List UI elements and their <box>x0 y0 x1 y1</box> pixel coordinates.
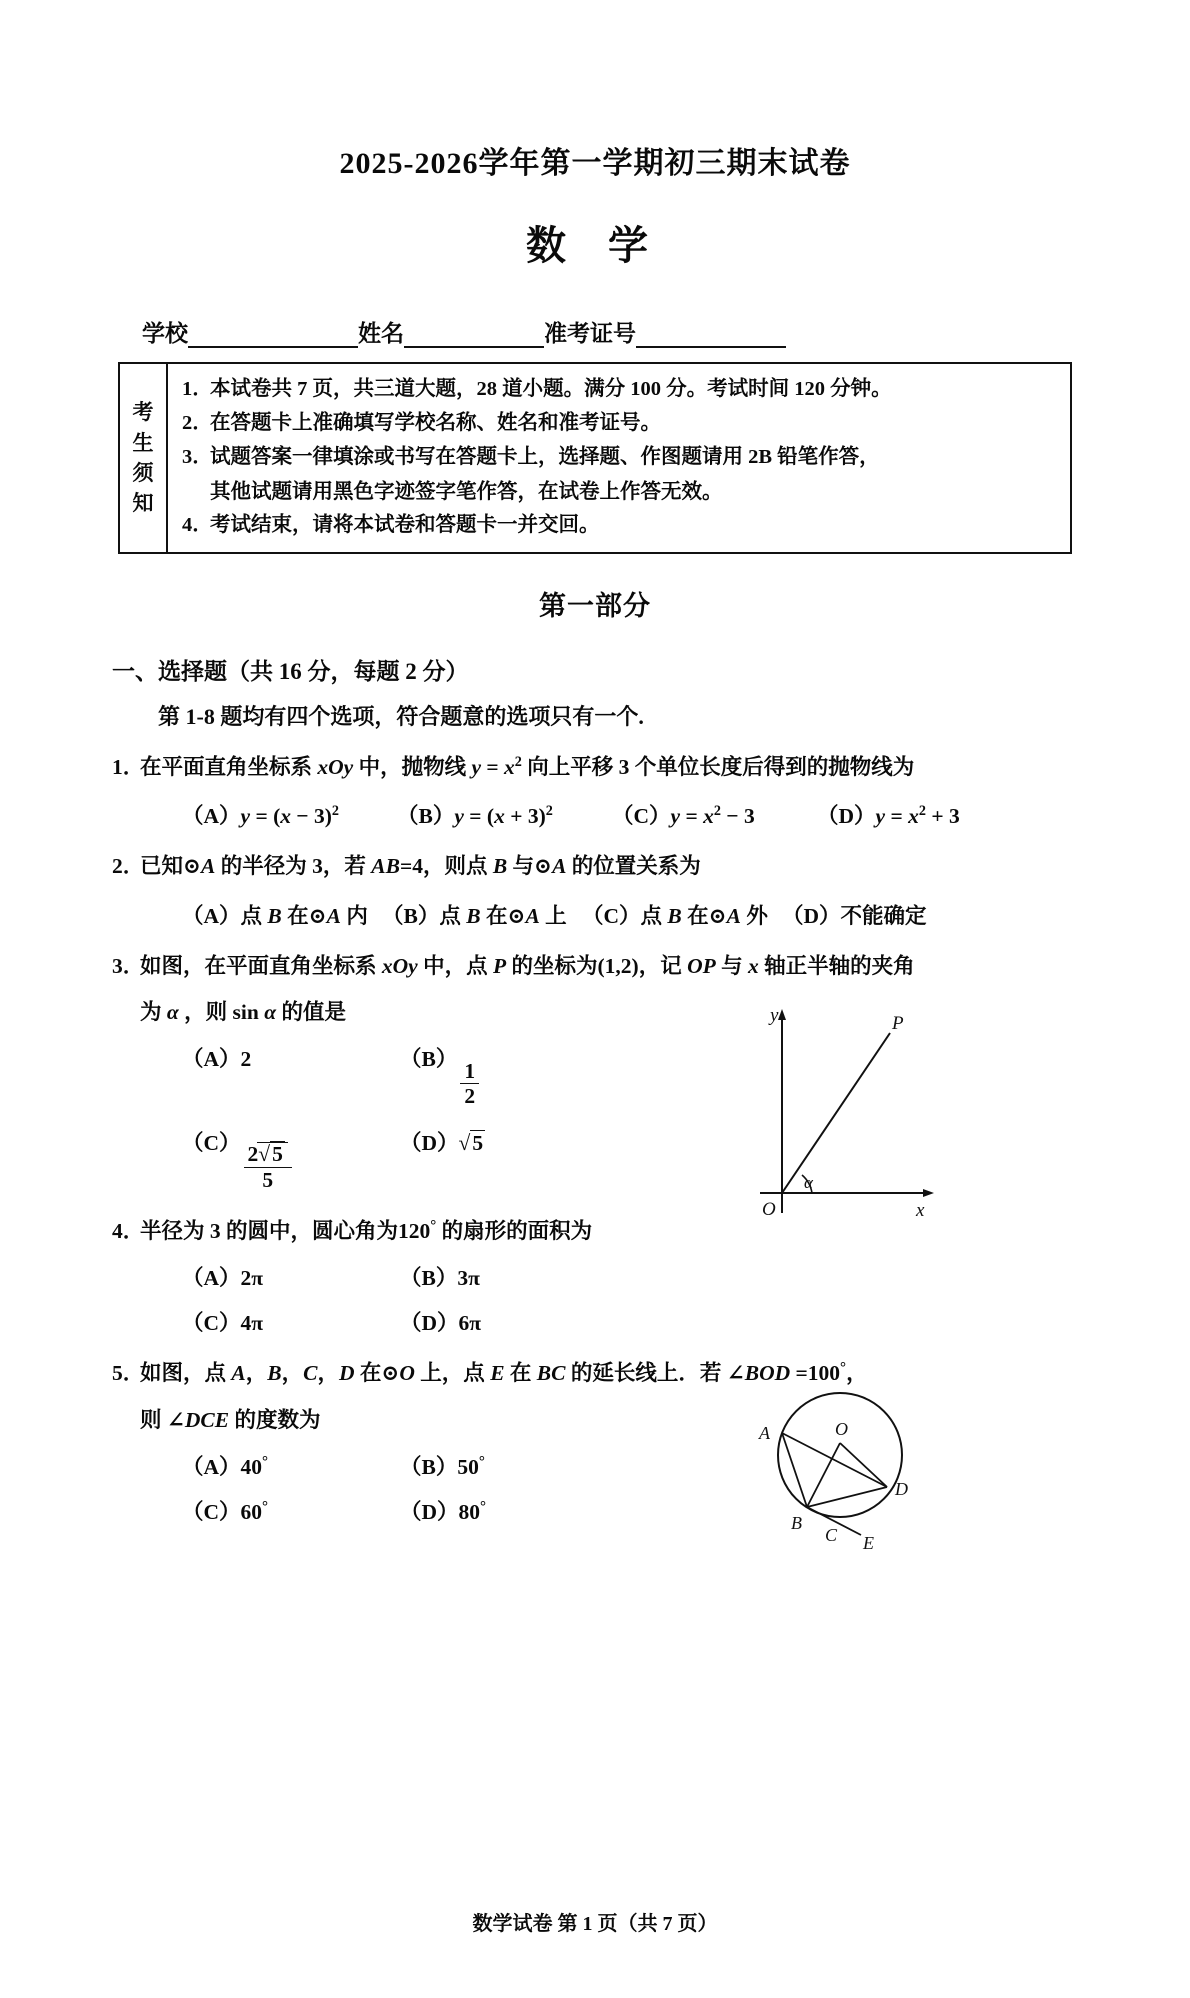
question-4-option-c[interactable]: （C）4π <box>182 1311 264 1336</box>
svg-text:D: D <box>895 1479 908 1499</box>
section-subheading: 第 1-8 题均有四个选项，符合题意的选项只有一个. <box>158 704 644 730</box>
question-4-option-a[interactable]: （A）2π <box>182 1266 264 1291</box>
exam-title: 2025-2026学年第一学期初三期末试卷 <box>339 147 851 180</box>
page-footer: 数学试卷 第 1 页（共 7 页） <box>472 1913 718 1935</box>
student-info-line <box>0 315 1190 348</box>
question-5-options <box>0 1450 1190 1526</box>
question-2-option-d[interactable]: （D）不能确定 <box>782 903 927 928</box>
svg-text:x: x <box>916 1200 925 1221</box>
notice-text-3: 试题答案一律填涂或书写在答题卡上，选择题、作图题请用 2B 铅笔作答， <box>210 446 880 469</box>
notice-item-3 <box>182 441 1060 474</box>
school-blank[interactable] <box>188 326 358 348</box>
subject-title: 数 学 <box>526 223 664 268</box>
question-5-option-b[interactable]: （B）50° <box>400 1453 485 1480</box>
question-2-option-a[interactable]: （A）点 B 在⊙A 内 <box>182 903 368 928</box>
question-1-text: 在平面直角坐标系 xOy 中，抛物线 $y = x^2$ 向上平移 3 个单位长度后得到的抛物线为 <box>140 753 915 780</box>
notice-side-char-3: 须 <box>132 461 154 485</box>
question-5-option-d[interactable]: （D）80° <box>400 1498 487 1525</box>
question-4-number: 4． <box>112 1219 145 1244</box>
candidate-notice-box <box>118 362 1072 554</box>
question-1-option-a[interactable]: $(A)y = (x - 3)^2$ <box>182 803 340 829</box>
name-label: 姓名 <box>358 321 404 346</box>
question-4 <box>0 1215 1190 1247</box>
notice-side-label <box>120 364 168 552</box>
svg-text:P: P <box>892 1013 904 1034</box>
notice-item-4 <box>182 509 1060 542</box>
question-3-option-d[interactable]: （D）√5 <box>400 1130 484 1155</box>
notice-body <box>168 364 1070 552</box>
section-heading-choice: 一、选择题（共 16 分，每题 2 分） <box>112 659 469 685</box>
question-2-option-c[interactable]: （C）点 B 在⊙A 外 <box>582 903 768 928</box>
svg-text:α: α <box>804 1173 813 1192</box>
question-2-number: 2． <box>112 854 145 879</box>
svg-text:A: A <box>759 1423 770 1443</box>
question-5-text-line2: 则 ∠DCE 的度数为 <box>140 1407 321 1432</box>
notice-text-2: 在答题卡上准确填写学校名称、姓名和准考证号。 <box>210 412 661 435</box>
question-4-option-b[interactable]: （B）3π <box>400 1266 480 1291</box>
question-1-number: 1． <box>112 755 145 780</box>
notice-side-char-1: 考 <box>132 400 154 425</box>
school-label: 学校 <box>142 321 188 346</box>
notice-side-char-4: 知 <box>132 491 154 516</box>
name-blank[interactable] <box>404 326 544 348</box>
question-5-text-line1: 如图，点 A，B，C，D 在⊙O 上，点 E 在 BC 的延长线上．若 ∠BOD =100°， <box>140 1360 868 1386</box>
question-2-text: 已知⊙A 的半径为 3，若 AB=4，则点 B 与⊙A 的位置关系为 <box>140 854 701 879</box>
question-3 <box>0 950 1190 1029</box>
question-3-option-c[interactable]: （C） $\frac{2√5}{5}$ <box>182 1126 400 1192</box>
part-one-title: 第一部分 <box>539 591 651 622</box>
notice-text-4: 考试结束，请将本试卷和答题卡一并交回。 <box>210 513 600 536</box>
question-2 <box>0 850 1190 882</box>
notice-side-char-2: 生 <box>132 430 154 455</box>
question-5 <box>0 1357 1190 1436</box>
question-4-text: 半径为 3 的圆中，圆心角为120° 的扇形的面积为 <box>140 1218 593 1244</box>
question-1-options <box>0 799 1190 830</box>
notice-text-3-cont: 其他试题请用黑色字迹签字笔作答，在试卷上作答无效。 <box>210 480 723 503</box>
figure-circle-diagram <box>735 1383 945 1558</box>
question-3-text-line2: 为 α ，则 sin α 的值是 <box>140 999 347 1024</box>
exam-id-blank[interactable] <box>636 326 786 348</box>
svg-text:O: O <box>762 1199 776 1220</box>
question-1 <box>0 751 1190 783</box>
figure-coordinate-system <box>740 1003 940 1238</box>
notice-item-1 <box>182 373 1060 406</box>
question-1-option-b[interactable]: $(B)y = (x + 3)^2$ <box>397 803 553 829</box>
exam-id-label: 准考证号 <box>544 321 636 346</box>
exam-page <box>0 138 1190 1998</box>
question-1-option-d[interactable]: $(D)y = x^2 + 3$ <box>817 803 960 829</box>
svg-text:B: B <box>791 1513 802 1533</box>
question-3-option-b[interactable]: （B） $\frac{1}{2}$ <box>400 1042 618 1108</box>
question-3-option-a[interactable]: （A）2 <box>182 1047 252 1072</box>
notice-text-1: 本试卷共 7 页，共三道大题，28 道小题。满分 100 分。考试时间 120 分钟。 <box>210 378 892 400</box>
svg-text:C: C <box>825 1525 838 1545</box>
question-5-option-a[interactable]: （A）40° <box>182 1453 269 1480</box>
notice-num-1: 1． <box>182 378 213 400</box>
question-3-text-line1: 如图，在平面直角坐标系 xOy 中，点 P 的坐标为(1,2)，记 OP 与 x 轴正半轴的夹角 <box>140 953 915 978</box>
svg-text:E: E <box>863 1533 874 1553</box>
question-4-options <box>0 1261 1190 1337</box>
notice-item-2 <box>182 407 1060 440</box>
question-1-option-c[interactable]: $(C)y = x^2 - 3$ <box>612 803 755 829</box>
notice-num-3: 3． <box>182 446 213 469</box>
question-4-option-d[interactable]: （D）6π <box>400 1311 482 1336</box>
svg-text:y: y <box>770 1005 779 1026</box>
question-5-option-c[interactable]: （C）60° <box>182 1498 269 1525</box>
notice-num-2: 2． <box>182 412 213 435</box>
question-2-options <box>0 899 1190 930</box>
notice-num-4: 4． <box>182 513 213 536</box>
question-5-number: 5． <box>112 1361 145 1386</box>
question-3-number: 3． <box>112 953 145 978</box>
question-2-option-b[interactable]: （B）点 B 在⊙A 上 <box>382 903 567 928</box>
question-3-options <box>0 1042 1190 1191</box>
svg-text:O: O <box>835 1419 848 1439</box>
